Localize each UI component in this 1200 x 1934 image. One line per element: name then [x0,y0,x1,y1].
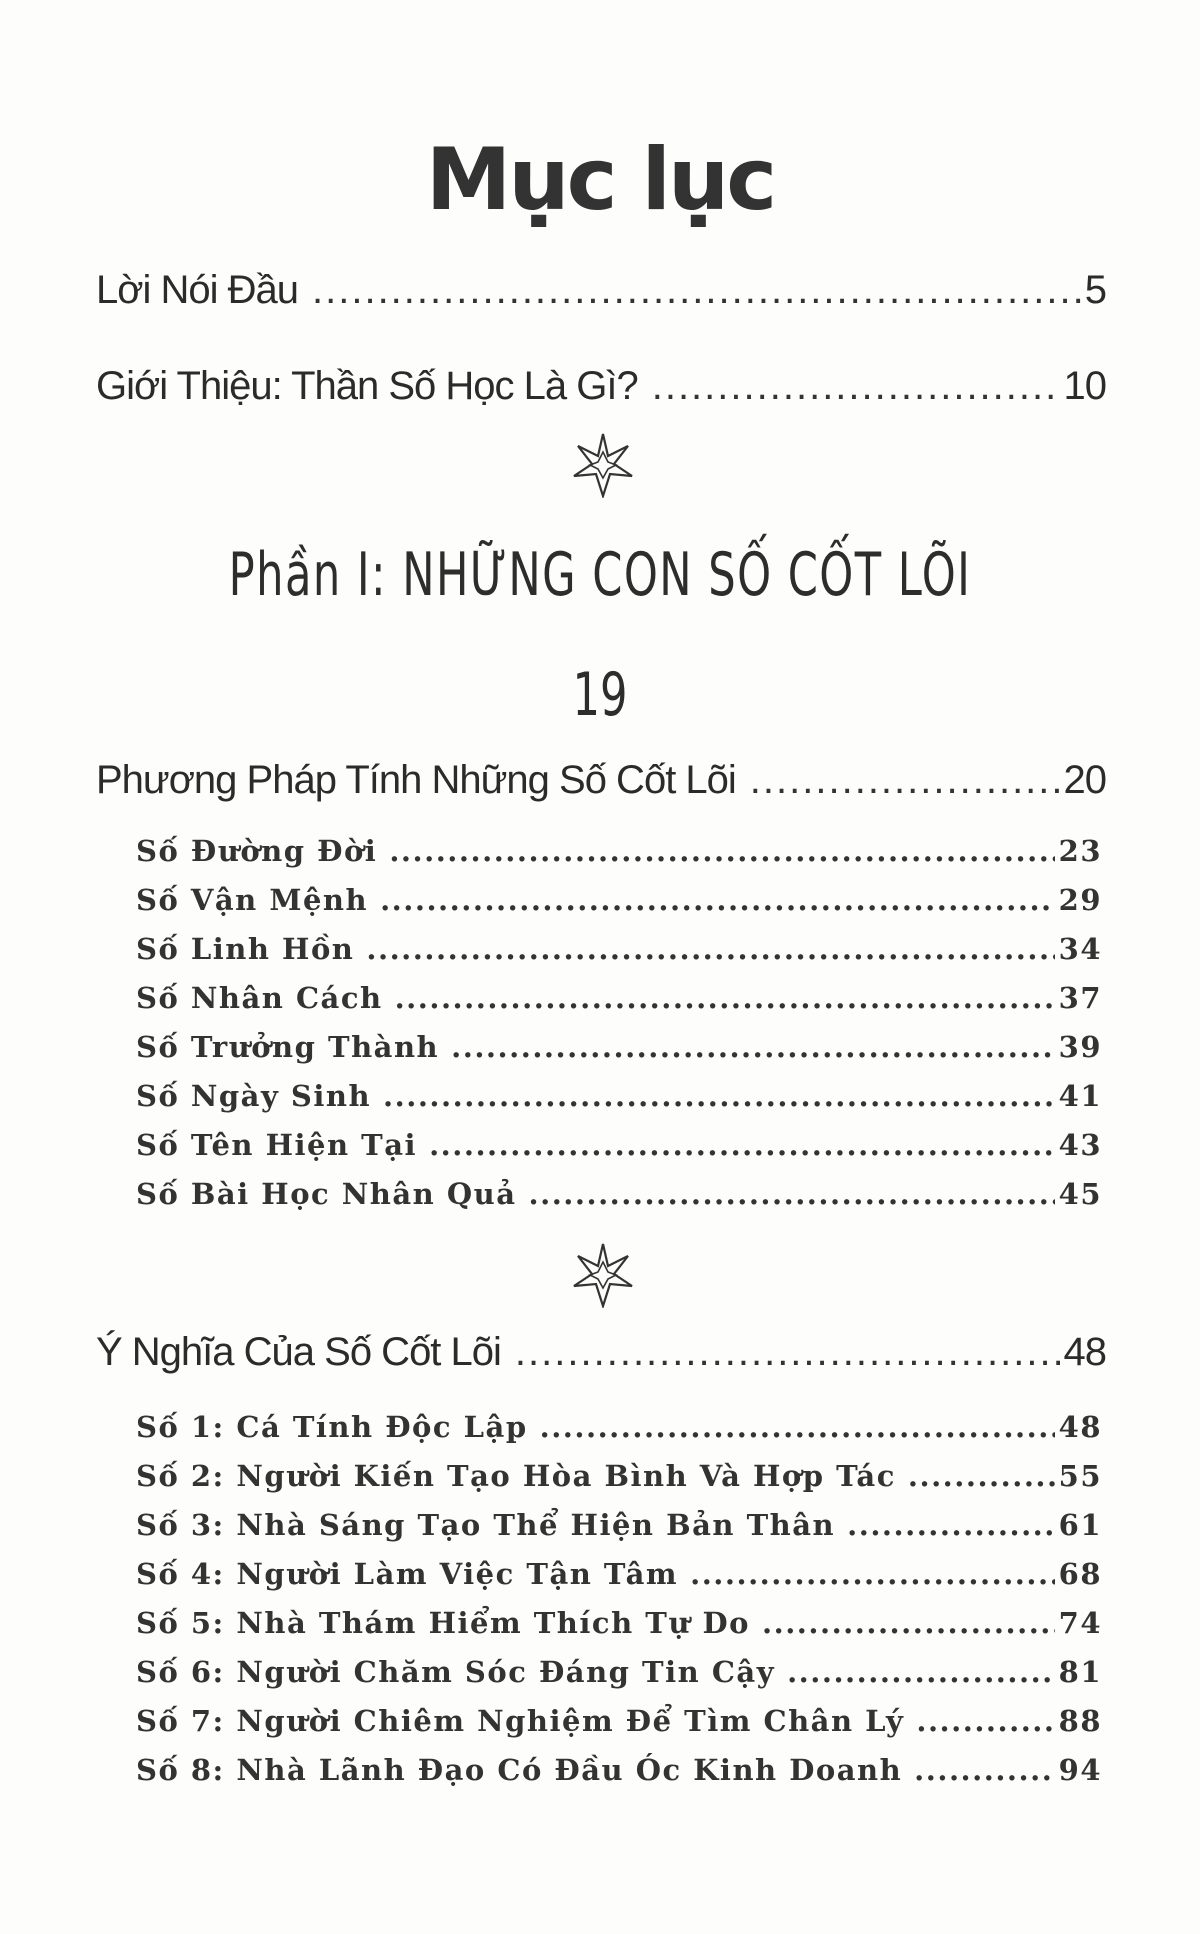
part-title: Phần I: NHỮNG CON SỐ CỐT LÕI [228,540,972,610]
entry-label: Số 2: Người Kiến Tạo Hòa Bình Và Hợp Tác [136,1459,896,1493]
entry-label: Số Vận Mệnh [136,883,369,917]
entry-label: Số 6: Người Chăm Sóc Đáng Tin Cậy [136,1655,776,1689]
toc-subentry[interactable] [136,1030,1102,1064]
entry-label: Ý Nghĩa Của Số Cốt Lõi [96,1330,501,1374]
dot-leader [312,268,1081,313]
dot-leader [652,364,1060,409]
dot-leader [395,981,1055,1015]
dot-leader [429,1128,1055,1162]
entry-page-number: 10 [1063,364,1106,408]
entry-page-number: 34 [1058,932,1102,966]
toc-subentry[interactable] [136,1128,1102,1162]
entry-label: Số 7: Người Chiêm Nghiệm Để Tìm Chân Lý [136,1704,905,1738]
dot-leader [380,883,1055,917]
dot-leader [540,1410,1055,1444]
entry-page-number: 37 [1058,981,1102,1015]
dot-leader [515,1330,1060,1375]
toc-entry-meaning[interactable] [96,1330,1106,1375]
entry-label: Số Linh Hồn [136,932,355,966]
entry-label: Số 5: Nhà Thám Hiểm Thích Tự Do [136,1606,750,1640]
page-title: Mục lục [425,130,775,230]
dot-leader [383,1079,1055,1113]
entry-page-number: 94 [1058,1753,1102,1787]
entry-label: Giới Thiệu: Thần Số Học Là Gì? [96,364,638,408]
entry-page-number: 45 [1058,1177,1102,1211]
toc-subentry[interactable] [136,1557,1102,1591]
entry-page-number: 39 [1058,1030,1102,1064]
toc-entry-foreword[interactable] [96,268,1106,313]
toc-subentry[interactable] [136,1177,1102,1211]
toc-subentry[interactable] [136,1079,1102,1113]
star-ornament-icon [570,1242,636,1308]
entry-label: Số Ngày Sinh [136,1079,372,1113]
toc-subentry[interactable] [136,1606,1102,1640]
dot-leader [847,1508,1055,1542]
entry-label: Số Đường Đời [136,834,378,868]
toc-subentry[interactable] [136,1410,1102,1444]
part-page-number: 19 [572,660,628,730]
toc-subentry[interactable] [136,981,1102,1015]
entry-page-number: 5 [1084,268,1106,312]
toc-subentry[interactable] [136,834,1102,868]
entry-page-number: 55 [1058,1459,1102,1493]
entry-page-number: 23 [1058,834,1102,868]
entry-page-number: 68 [1058,1557,1102,1591]
entry-page-number: 48 [1058,1410,1102,1444]
toc-subentry[interactable] [136,883,1102,917]
entry-label: Số Tên Hiện Tại [136,1128,418,1162]
dot-leader [916,1704,1054,1738]
entry-page-number: 20 [1063,758,1106,802]
dot-leader [908,1459,1055,1493]
dot-leader [762,1606,1055,1640]
star-ornament-icon [570,432,636,498]
toc-entry-method[interactable] [96,758,1106,803]
dot-leader [750,758,1060,803]
toc-subentry[interactable] [136,1704,1102,1738]
toc-subentry[interactable] [136,1508,1102,1542]
entry-page-number: 74 [1058,1606,1102,1640]
entry-page-number: 43 [1058,1128,1102,1162]
dot-leader [451,1030,1055,1064]
entry-label: Số 8: Nhà Lãnh Đạo Có Đầu Óc Kinh Doanh [136,1753,903,1787]
toc-entry-introduction[interactable] [96,364,1106,409]
entry-label: Số Bài Học Nhân Quả [136,1177,517,1211]
entry-label: Số Trưởng Thành [136,1030,440,1064]
toc-subentry[interactable] [136,932,1102,966]
entry-page-number: 88 [1058,1704,1102,1738]
entry-page-number: 61 [1058,1508,1102,1542]
entry-page-number: 81 [1058,1655,1102,1689]
dot-leader [690,1557,1055,1591]
entry-label: Số 3: Nhà Sáng Tạo Thể Hiện Bản Thân [136,1508,836,1542]
dot-leader [366,932,1054,966]
dot-leader [787,1655,1055,1689]
entry-page-number: 48 [1063,1330,1106,1374]
dot-leader [914,1753,1054,1787]
entry-label: Lời Nói Đầu [96,268,298,312]
toc-subentry[interactable] [136,1753,1102,1787]
dot-leader [529,1177,1055,1211]
entry-label: Phương Pháp Tính Những Số Cốt Lõi [96,758,736,802]
entry-label: Số 4: Người Làm Việc Tận Tâm [136,1557,679,1591]
entry-page-number: 29 [1058,883,1102,917]
entry-page-number: 41 [1058,1079,1102,1113]
dot-leader [389,834,1054,868]
toc-subentry[interactable] [136,1655,1102,1689]
entry-label: Số Nhân Cách [136,981,383,1015]
entry-label: Số 1: Cá Tính Độc Lập [136,1410,528,1444]
toc-subentry[interactable] [136,1459,1102,1493]
